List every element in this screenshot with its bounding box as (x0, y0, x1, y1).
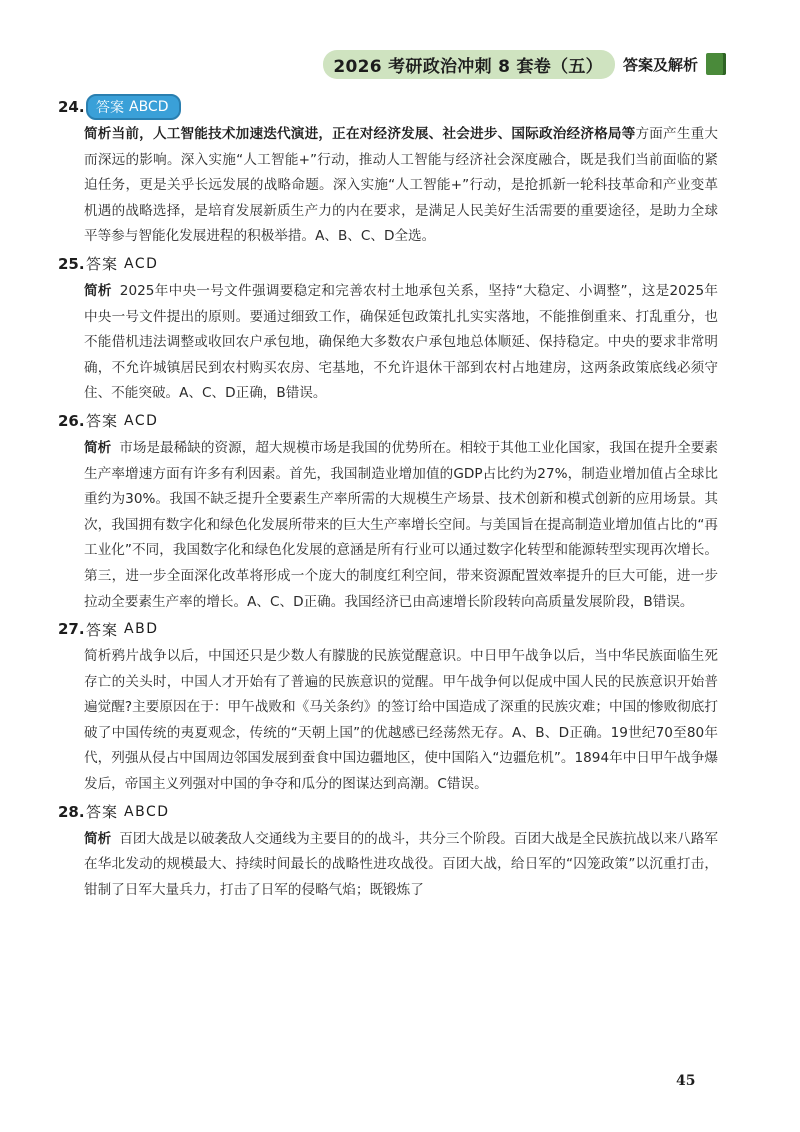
explanation-bold-text: 当前，人工智能技术加速迭代演进，正在对经济发展、社会进步、国际政治经济格局等 (111, 126, 636, 142)
explanation-lead: 简析 (84, 648, 112, 665)
answer-label: 答案 (86, 803, 119, 822)
question-28 (58, 801, 718, 904)
question-header (58, 253, 718, 275)
explanation-lead: 简析 (84, 282, 112, 299)
header-title-pill (323, 50, 615, 79)
explanation (84, 827, 718, 904)
explanation-lead: 简析 (84, 830, 112, 847)
question-24 (58, 96, 718, 250)
answer-value: ACD (124, 255, 159, 272)
answer-label: 答案 (96, 100, 124, 116)
question-number: 24. (58, 98, 85, 116)
question-number: 28. (58, 802, 85, 821)
answer-label: 答案 (86, 412, 119, 431)
question-number: 25. (58, 254, 85, 273)
question-header (58, 618, 718, 640)
explanation-text: 鸦片战争以后，中国还只是少数人有朦胧的民族觉醒意识。中日甲午战争以后，当中华民族面临生死存亡的关头时，中国人才开始有了普遍的民族意识的觉醒。甲午战争何以促成中国人民的民族意识开始普遍觉醒?主要原因在于：甲午战败和《马关条约》的签订给中国造成了深重的民族灾难；中国的惨败彻底打破了中国传统的夷夏观念，传统的“天朝上国”的优越感已经荡然无存。A、B、D正确。19世纪70至80年代，列强从侵占中国周边邻国发展到蚕食中国边疆地区，使中国陷入“边疆危机”。1894年中日甲午战争爆发后，帝国主义列强对中国的争夺和瓜分的图谋达到高潮。C错误。 (84, 648, 719, 793)
question-number: 26. (58, 411, 85, 430)
header-subtitle: 答案及解析 (622, 55, 698, 74)
answer-value: ABCD (124, 803, 170, 820)
question-header (58, 801, 718, 823)
question-header (58, 410, 718, 432)
question-number: 27. (58, 620, 85, 639)
question-26 (58, 410, 718, 615)
answer-content (58, 96, 718, 906)
answer-label: 答案 (86, 255, 119, 274)
answer-label: 答案 (86, 620, 119, 639)
answer-value: ABCD (129, 99, 169, 115)
header-title: 2026 考研政治冲刺 8 套卷（五） (333, 56, 603, 77)
explanation (84, 644, 718, 798)
explanation (84, 122, 718, 250)
explanation (84, 279, 718, 407)
explanation-text: 方面产生重大而深远的影响。深入实施“人工智能+”行动，推动人工智能与经济社会深度融合，既是我们当前面临的紧迫任务，更是关乎长远发展的战略命题。深入实施“人工智能+”行动，是抢抓新一轮科技革命和产业变革机遇的战略选择，是培育发展新质生产力的内在要求，是满足人民美好生活需要的重要途径，是助力全球平等参与智能化发展进程的积极举措。A、B、C、D全选。 (84, 126, 719, 245)
explanation-text: 百团大战是以破袭敌人交通线为主要目的的战斗，共分三个阶段。百团大战是全民族抗战以来八路军在华北发动的规模最大、持续时间最长的战略性进攻战役。百团大战，给日军的“囚笼政策”以沉重打击，钳制了日军大量兵力，打击了日军的侵略气焰；既锻炼了 (84, 830, 718, 898)
explanation-lead: 简析 (84, 126, 112, 142)
question-25 (58, 253, 718, 407)
explanation-text: 市场是最稀缺的资源，超大规模市场是我国的优势所在。相较于其他工业化国家，我国在提升全要素生产率增速方面有许多有利因素。首先，我国制造业增加值的GDP占比约为27%，制造业增加值占全球比重约为30%。我国不缺乏提升全要素生产率所需的大规模生产场景、技术创新和模式创新的应用场景。其次，我国拥有数字化和绿色化发展所带来的巨大生产率增长空间。与美国旨在提高制造业增加值占比的“再工业化”不同，我国数字化和绿色化发展的意涵是所有行业可以通过数字化转型和能源转型实现再次增长。第三，进一步全面深化改革将形成一个庞大的制度红利空间，带来资源配置效率提升的巨大可能，进一步拉动全要素生产率的增长。A、C、D正确。我国经济已由高速增长阶段转向高质量发展阶段，B错误。 (84, 439, 718, 610)
page-header (323, 49, 726, 79)
header-decoration-block (706, 53, 726, 75)
explanation (84, 436, 718, 615)
question-header (58, 96, 718, 118)
explanation-text: 2025年中央一号文件强调要稳定和完善农村土地承包关系，坚持“大稳定、小调整”，这是2025年中央一号文件提出的原则。要通过细致工作，确保延包政策扎扎实实落地，不能推倒重来、打乱重分，也不能借机违法调整或收回农户承包地，确保绝大多数农户承包地总体顺延、保持稳定。中央的要求非常明确，不允许城镇居民到农村购买农房、宅基地，不允许退休干部到农村占地建房，这两条政策底线必须守住、不能突破。A、C、D正确，B错误。 (84, 282, 719, 402)
explanation-lead: 简析 (84, 439, 112, 456)
page-number: 45 (676, 1073, 696, 1089)
answer-value: ABD (124, 621, 159, 638)
answer-highlight-pill (86, 94, 181, 120)
question-27 (58, 618, 718, 798)
answer-value: ACD (124, 412, 159, 429)
